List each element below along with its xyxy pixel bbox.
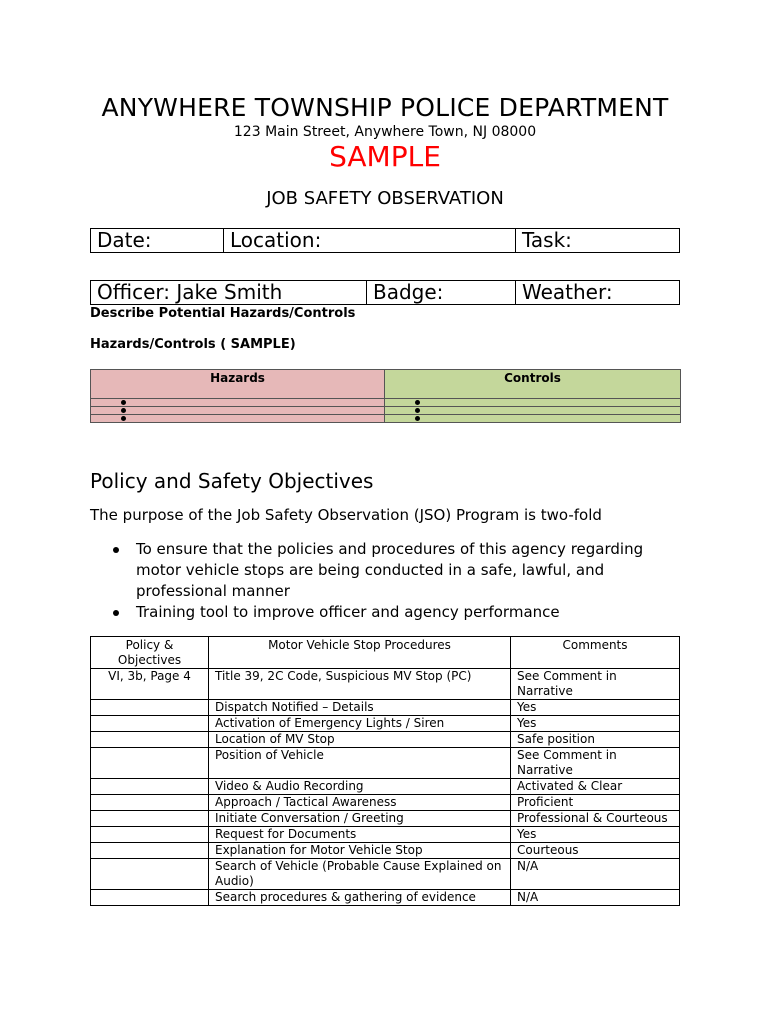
procedure-cell: Position of Vehicle	[209, 748, 511, 779]
control-row	[385, 399, 681, 407]
comment-cell: Activated & Clear	[511, 779, 680, 795]
department-address: 123 Main Street, Anywhere Town, NJ 08000	[233, 124, 537, 140]
hazard-row	[91, 407, 385, 415]
table-row	[91, 748, 680, 779]
policy-cell: VI, 3b, Page 4	[91, 669, 209, 700]
comment-cell: Professional & Courteous	[511, 811, 680, 827]
policy-cell	[91, 811, 209, 827]
date-field: Date:	[91, 229, 224, 253]
table-header-row	[91, 637, 680, 669]
list-item: To ensure that the policies and procedures of this agency regarding motor vehicle stops are being conducted in a safe, lawful, and professional manner	[90, 539, 690, 602]
procedure-cell: Initiate Conversation / Greeting	[209, 811, 511, 827]
procedure-cell: Video & Audio Recording	[209, 779, 511, 795]
table-row	[91, 732, 680, 748]
procedure-cell: Approach / Tactical Awareness	[209, 795, 511, 811]
policy-column-header: Policy & Objectives	[91, 637, 209, 669]
policy-section-heading: Policy and Safety Objectives	[90, 469, 374, 493]
policy-cell	[91, 795, 209, 811]
hazards-table-title: Hazards/Controls ( SAMPLE)	[90, 337, 296, 352]
hazard-row	[91, 415, 385, 423]
bullet-icon	[415, 408, 420, 413]
procedure-cell: Title 39, 2C Code, Suspicious MV Stop (PC)	[209, 669, 511, 700]
table-row	[91, 779, 680, 795]
comment-cell: N/A	[511, 890, 680, 906]
officer-field: Officer: Jake Smith	[91, 281, 367, 305]
bullet-icon	[113, 547, 119, 553]
procedure-cell: Search procedures & gathering of evidence	[209, 890, 511, 906]
procedure-column-header: Motor Vehicle Stop Procedures	[209, 637, 511, 669]
controls-column-header: Controls	[385, 370, 681, 399]
objectives-list	[90, 539, 690, 623]
comment-cell: Yes	[511, 827, 680, 843]
weather-field: Weather:	[516, 281, 680, 305]
table-row	[91, 811, 680, 827]
policy-cell	[91, 748, 209, 779]
policy-cell	[91, 859, 209, 890]
procedure-cell: Explanation for Motor Vehicle Stop	[209, 843, 511, 859]
comment-cell: Yes	[511, 700, 680, 716]
comment-cell: Yes	[511, 716, 680, 732]
comment-cell: Proficient	[511, 795, 680, 811]
list-item: Training tool to improve officer and agency performance	[90, 602, 690, 623]
table-row	[91, 890, 680, 906]
comment-cell: Courteous	[511, 843, 680, 859]
task-field: Task:	[516, 229, 680, 253]
document-title: JOB SAFETY OBSERVATION	[266, 188, 504, 209]
procedure-cell: Location of MV Stop	[209, 732, 511, 748]
sample-watermark: SAMPLE	[329, 140, 441, 173]
bullet-icon	[113, 610, 119, 616]
policy-cell	[91, 716, 209, 732]
date-location-task-table	[90, 228, 680, 253]
table-row	[91, 669, 680, 700]
comments-column-header: Comments	[511, 637, 680, 669]
comment-cell: Safe position	[511, 732, 680, 748]
procedure-cell: Dispatch Notified – Details	[209, 700, 511, 716]
hazards-controls-table	[90, 369, 681, 423]
hazard-row	[91, 399, 385, 407]
comment-cell: N/A	[511, 859, 680, 890]
table-row	[91, 859, 680, 890]
bullet-icon	[121, 400, 126, 405]
policy-cell	[91, 700, 209, 716]
control-row	[385, 415, 681, 423]
bullet-icon	[121, 408, 126, 413]
bullet-icon	[121, 416, 126, 421]
control-row	[385, 407, 681, 415]
bullet-icon	[415, 400, 420, 405]
department-title: ANYWHERE TOWNSHIP POLICE DEPARTMENT	[101, 93, 669, 122]
hazards-description-label: Describe Potential Hazards/Controls	[90, 306, 356, 321]
mv-stop-procedures-table	[90, 636, 680, 906]
comment-cell: See Comment in Narrative	[511, 748, 680, 779]
comment-cell: See Comment in Narrative	[511, 669, 680, 700]
officer-badge-weather-table	[90, 280, 680, 305]
policy-cell	[91, 779, 209, 795]
policy-cell	[91, 827, 209, 843]
badge-field: Badge:	[367, 281, 516, 305]
policy-purpose-text: The purpose of the Job Safety Observation (JSO) Program is two-fold	[90, 506, 602, 524]
bullet-icon	[415, 416, 420, 421]
table-row	[91, 716, 680, 732]
table-row	[91, 700, 680, 716]
table-row	[91, 843, 680, 859]
location-field: Location:	[224, 229, 516, 253]
procedure-cell: Search of Vehicle (Probable Cause Explained on Audio)	[209, 859, 511, 890]
table-row	[91, 827, 680, 843]
table-row	[91, 795, 680, 811]
hazards-column-header: Hazards	[91, 370, 385, 399]
policy-cell	[91, 890, 209, 906]
policy-cell	[91, 843, 209, 859]
procedure-cell: Request for Documents	[209, 827, 511, 843]
policy-cell	[91, 732, 209, 748]
procedure-cell: Activation of Emergency Lights / Siren	[209, 716, 511, 732]
